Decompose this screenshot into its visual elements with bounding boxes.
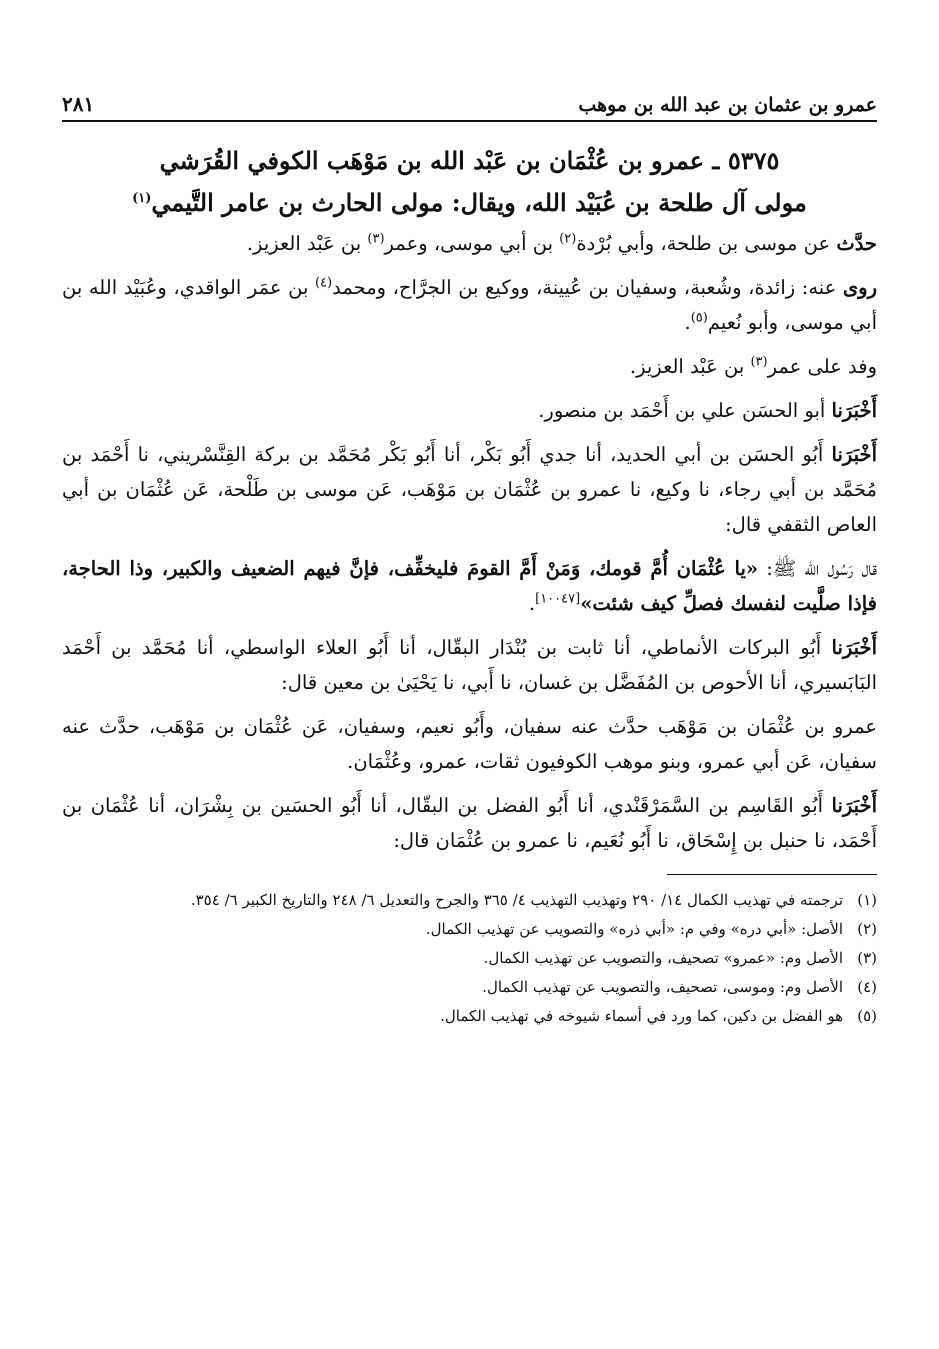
lead-word: حدَّث — [836, 232, 877, 255]
book-page — [62, 80, 877, 1309]
paragraph-hadith — [62, 551, 877, 621]
lead-word: روى — [842, 276, 877, 299]
text-run: بن عمَر الواقدي، وعُبَيْد الله بن أبي موسى، وأبو نُعيم — [62, 276, 877, 334]
entry-body — [62, 226, 877, 858]
text-run: أَبُو البركات الأنماطي، أنا ثابت بن بُنْدَار البقّال، أنا أَبُو العلاء الواسطي، أنا مُحَمَّد بن أَحْمَد البَابَسيري، أنا الأحوص بن المُفَضَّل بن غسان، نا أَبي، نا يَحْيَىٰ بن معين قال: — [62, 636, 877, 694]
text-run: بن عَبْد العزيز. — [246, 232, 362, 255]
footnote — [62, 1003, 877, 1030]
entry-title-line2-text: مولى آل طلحة بن عُبَيْد الله، ويقال: مولى الحارث بن عامر التَّيمي — [151, 188, 807, 217]
text-run: عنه: زائدة، وشُعبة، وسفيان بن عُيينة، ووكيع بن الجرَّاح، ومحمد — [332, 276, 837, 299]
text-run: أَبُو القَاسِم بن السَّمَرْقَنْدي، أنا أَبُو الفضل بن البقّال، أنا أَبُو الحسَين بن بِشْرَان، أنا عُثْمَان بن أَحْمَد، نا حنبل بن إِسْحَاق، نا أَبُو نُعَيم، نا عمرو بن عُثْمَان قال: — [62, 794, 877, 852]
text-run: عمرو بن عُثْمَان بن مَوْهَب حدَّث عنه سفيان، وأَبُو نعيم، وسفيان، عَن عُثْمَان بن مَوْهَب، حدَّث عنه سفيان، عَن أبي عمرو، وبنو موهب الكوفيون ثقات، عمرو، وعُثْمَان. — [62, 715, 877, 773]
text-run: عن موسى بن طلحة، وأبي بُرْدة — [576, 232, 831, 255]
paragraph-isnad-4 — [62, 788, 877, 858]
footnote-divider — [667, 874, 877, 875]
text-run: أبو الحسَن علي بن أَحْمَد بن منصور. — [538, 399, 826, 422]
footnote-ref: (٢) — [559, 231, 577, 247]
footnote-number: (٥) — [857, 1007, 877, 1025]
paragraph-isnad-2 — [62, 437, 877, 542]
paragraph-visit — [62, 349, 877, 384]
page-header — [62, 80, 877, 122]
text-run: قال رَسُول الله ﷺ: — [766, 557, 877, 580]
paragraph-narrated-from — [62, 226, 877, 261]
footnote-number: (٢) — [857, 920, 877, 938]
hadith-number: [١٠٠٤٧] — [535, 591, 581, 607]
text-run: أَبُو الحسَن بن أبي الحديد، أنا جدي أَبُو بَكْر، أنا أَبُو بَكْر مُحَمَّد بن بركة القِنَّسْريني، نا أَحْمَد بن مُحَمَّد بن أبي رجاء، نا وكيع، نا عمرو بن عُثْمَان بن مَوْهَب، عَن موسى بن طَلْحة، عَن عُثْمَان بن أبي العاص الثقفي قال: — [62, 443, 877, 536]
footnote — [62, 974, 877, 1001]
text-run: بن عَبْد العزيز. — [629, 355, 745, 378]
lead-word: أَخْبَرَنا — [831, 399, 877, 422]
text-run: . — [528, 592, 536, 615]
paragraph-isnad-1 — [62, 393, 877, 428]
entry-title-line2 — [62, 182, 877, 224]
footnote-number: (١) — [857, 891, 877, 909]
text-run: وفد على عمر — [767, 355, 877, 378]
footnote-number: (٣) — [857, 949, 877, 967]
text-run: بن أبي موسى، وعمر — [384, 232, 554, 255]
footnote-text: الأصل وم: «عمرو» تصحيف، والتصويب عن تهذيب الكمال. — [483, 949, 843, 967]
page-number: ٢٨١ — [62, 92, 95, 116]
footnote-text: الأصل: «أبي دره» وفي م: «أبي ذره» والتصويب عن تهذيب الكمال. — [425, 920, 843, 938]
entry-title — [62, 140, 877, 224]
footnote-ref: (٣) — [367, 231, 385, 247]
footnote — [62, 916, 877, 943]
running-title: عمرو بن عثمان بن عبد الله بن موهب — [578, 94, 877, 116]
footnotes — [62, 887, 877, 1030]
footnote-ref: (١) — [132, 191, 152, 206]
footnote-text: هو الفضل بن دكين، كما ورد في أسماء شيوخه في تهذيب الكمال. — [440, 1007, 843, 1025]
footnote — [62, 887, 877, 914]
lead-word: أَخْبَرَنا — [831, 794, 877, 817]
footnote-text: ترجمته في تهذيب الكمال ١٤/ ٢٩٠ وتهذيب التهذيب ٤/ ٣٦٥ والجرح والتعديل ٦/ ٢٤٨ والتاريخ الكبير ٦/ ٣٥٤. — [190, 891, 843, 909]
paragraph-narrated-by — [62, 270, 877, 340]
footnote-ref: (٥) — [690, 310, 708, 326]
footnote — [62, 945, 877, 972]
footnote-number: (٤) — [857, 978, 877, 996]
lead-word: أَخْبَرَنا — [831, 636, 878, 659]
footnote-ref: (٤) — [314, 275, 333, 291]
lead-word: أَخْبَرَنا — [831, 443, 877, 466]
paragraph-quote — [62, 709, 877, 779]
footnote-ref: (٣) — [750, 354, 768, 370]
entry-title-line1: ٥٣٧٥ ـ عمرو بن عُثْمَان بن عَبْد الله بن مَوْهَب الكوفي القُرَشي — [159, 146, 780, 175]
footnote-text: الأصل وم: وموسى، تصحيف، والتصويب عن تهذيب الكمال. — [482, 978, 843, 996]
hadith-text: «يا عُثْمَان أُمَّ قومك، وَمَنْ أَمَّ القومَ فليخفِّف، فإنَّ فيهم الضعيف والكبير، وذا الحاجة، فإذا صلَّيت لنفسك فصلِّ كيف شئت» — [62, 557, 877, 615]
paragraph-isnad-3 — [62, 630, 877, 700]
text-run: . — [684, 311, 691, 334]
